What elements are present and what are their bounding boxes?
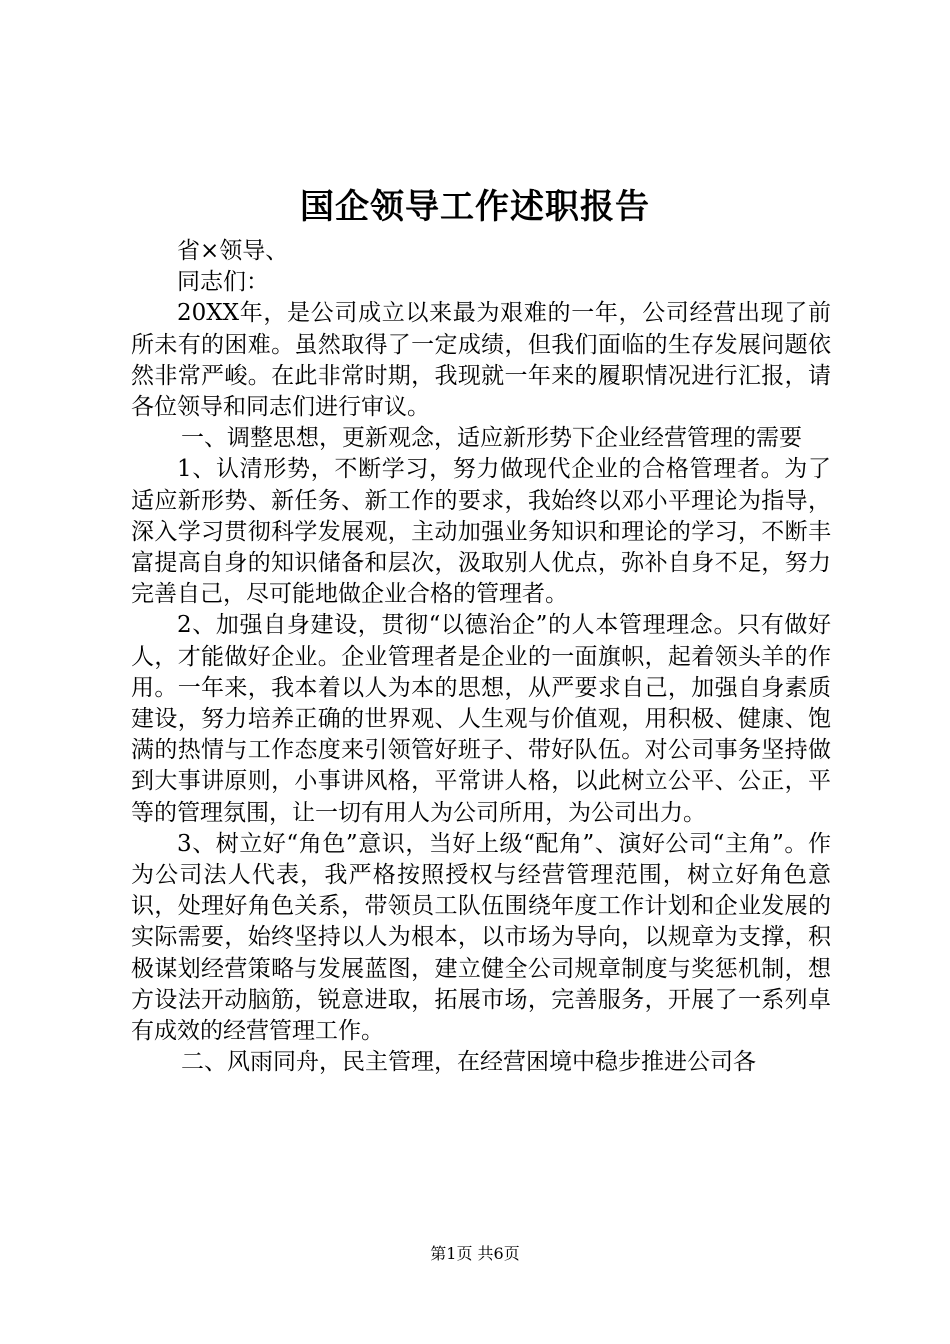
page-number-footer: 第1页 共6页 (430, 1244, 520, 1263)
section-heading-1: 一、调整思想，更新观念，适应新形势下企业经营管理的需要 (181, 425, 802, 452)
body-paragraph-2: 2、加强自身建设，贯彻“以德治企”的人本管理理念。只有做好人，才能做好企业。企业管理者是企业的一面旗帜，起着领头羊的作用。一年来，我本着以人为本的思想，从严要求自己，加强自身素质建设，努力培养正确的世界观、人生观与价值观，用积极、健康、饱满的热情与工作态度来引领管好班子、带好队伍。对公司事务坚持做到大事讲原则，小事讲风格，平常讲人格，以此树立公平、公正，平等的管理氛围，让一切有用人为公司所用，为公司出力。 (131, 612, 831, 826)
document-body (131, 236, 831, 1078)
section-heading-2: 二、风雨同舟，民主管理，在经营困境中稳步推进公司各 (181, 1049, 756, 1076)
intro-paragraph: 20XX年，是公司成立以来最为艰难的一年，公司经营出现了前所未有的困难。虽然取得了一定成绩，但我们面临的生存发展问题依然非常严峻。在此非常时期，我现就一年来的履职情况进行汇报，请各位领导和同志们进行审议。 (131, 300, 831, 421)
salutation-line-2: 同志们： (177, 269, 269, 296)
document-title: 国企领导工作述职报告 (300, 187, 650, 227)
salutation-line-1: 省×领导、 (177, 238, 289, 264)
body-paragraph-1: 1、认清形势，不断学习，努力做现代企业的合格管理者。为了适应新形势、新任务、新工作的要求，我始终以邓小平理论为指导，深入学习贯彻科学发展观，主动加强业务知识和理论的学习，不断丰富提高自身的知识储备和层次，汲取别人优点，弥补自身不足，努力完善自己，尽可能地做企业合格的管理者。 (131, 456, 831, 608)
body-paragraph-3: 3、树立好“角色”意识，当好上级“配角”、演好公司“主角”。作为公司法人代表，我严格按照授权与经营管理范围，树立好角色意识，处理好角色关系，带领员工队伍围绕年度工作计划和企业发展的实际需要，始终坚持以人为根本，以市场为导向，以规章为支撑，积极谋划经营策略与发展蓝图，建立健全公司规章制度与奖惩机制，想方设法开动脑筋，锐意进取，拓展市场，完善服务，开展了一系列卓有成效的经营管理工作。 (131, 830, 831, 1045)
